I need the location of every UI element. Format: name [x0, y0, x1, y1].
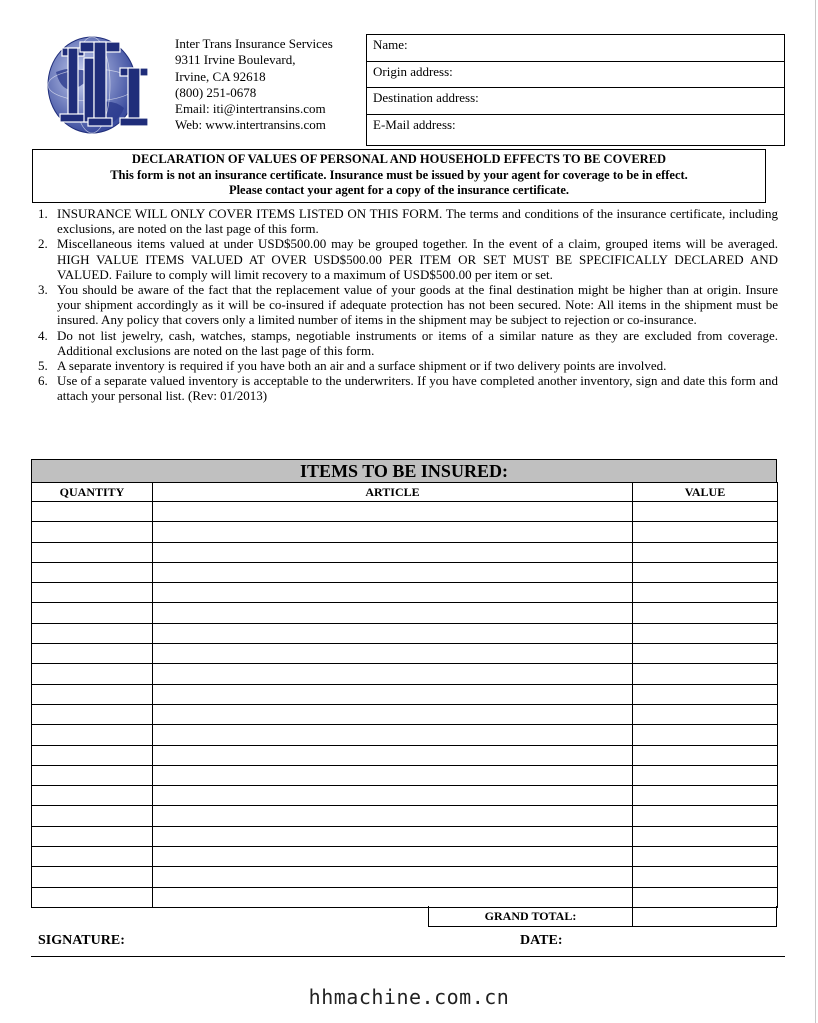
value-cell[interactable]	[633, 765, 778, 785]
article-cell[interactable]	[153, 704, 633, 724]
quantity-cell[interactable]	[32, 786, 153, 806]
article-cell[interactable]	[153, 826, 633, 846]
instruction-number: 6.	[38, 373, 48, 389]
company-address-line1: 9311 Irvine Boulevard,	[175, 52, 296, 68]
article-cell[interactable]	[153, 684, 633, 704]
iti-logo	[46, 34, 162, 136]
value-cell[interactable]	[633, 644, 778, 664]
quantity-cell[interactable]	[32, 542, 153, 562]
date-label: DATE:	[520, 933, 563, 948]
item-row	[32, 603, 778, 623]
item-row	[32, 786, 778, 806]
instruction-number: 5.	[38, 358, 48, 374]
item-row	[32, 684, 778, 704]
article-cell[interactable]	[153, 522, 633, 542]
company-name: Inter Trans Insurance Services	[175, 36, 333, 51]
value-cell[interactable]	[633, 887, 778, 907]
article-cell[interactable]	[153, 867, 633, 887]
quantity-cell[interactable]	[32, 562, 153, 582]
value-cell[interactable]	[633, 562, 778, 582]
item-row	[32, 583, 778, 603]
value-cell[interactable]	[633, 603, 778, 623]
item-row	[32, 826, 778, 846]
value-cell[interactable]	[633, 684, 778, 704]
article-cell[interactable]	[153, 745, 633, 765]
article-cell[interactable]	[153, 806, 633, 826]
declaration-notice: This form is not an insurance certificate. Insurance must be issued by your agent for coverage to be in effect.	[110, 167, 688, 182]
item-row	[32, 502, 778, 522]
value-cell[interactable]	[633, 725, 778, 745]
instruction-item	[38, 358, 778, 373]
email-address-field[interactable]: E-Mail address:	[373, 116, 456, 132]
instruction-text: Do not list jewelry, cash, watches, stamps, negotiable instruments or items of a similar nature as they are excluded from coverage. Additional exclusions are noted on the last page of this form.	[57, 327, 778, 358]
item-row	[32, 562, 778, 582]
value-cell[interactable]	[633, 664, 778, 684]
value-cell[interactable]	[633, 745, 778, 765]
quantity-cell[interactable]	[32, 745, 153, 765]
quantity-cell[interactable]	[32, 704, 153, 724]
instruction-text: Use of a separate valued inventory is acceptable to the underwriters. If you have completed another inventory, sign and date this form and attach your personal list. (Rev: 01/2013)	[57, 373, 778, 404]
value-cell[interactable]	[633, 522, 778, 542]
quantity-cell[interactable]	[32, 826, 153, 846]
quantity-column-header: QUANTITY	[32, 483, 153, 502]
article-cell[interactable]	[153, 725, 633, 745]
quantity-cell[interactable]	[32, 867, 153, 887]
article-cell[interactable]	[153, 603, 633, 623]
items-title: ITEMS TO BE INSURED:	[31, 459, 777, 482]
company-phone: (800) 251-0678	[175, 84, 257, 100]
quantity-cell[interactable]	[32, 603, 153, 623]
quantity-cell[interactable]	[32, 847, 153, 867]
value-cell[interactable]	[633, 806, 778, 826]
item-row	[32, 725, 778, 745]
value-cell[interactable]	[633, 786, 778, 806]
quantity-cell[interactable]	[32, 522, 153, 542]
origin-address-field[interactable]: Origin address:	[367, 62, 784, 89]
instruction-item	[38, 328, 778, 358]
instruction-text: A separate inventory is required if you have both an air and a surface shipment or if two delivery points are involved.	[57, 358, 667, 374]
article-cell[interactable]	[153, 502, 633, 522]
value-cell[interactable]	[633, 826, 778, 846]
quantity-cell[interactable]	[32, 644, 153, 664]
item-row	[32, 765, 778, 785]
items-header-row	[32, 483, 778, 502]
instruction-item	[38, 373, 778, 403]
quantity-cell[interactable]	[32, 502, 153, 522]
item-row	[32, 745, 778, 765]
item-row	[32, 664, 778, 684]
quantity-cell[interactable]	[32, 725, 153, 745]
instruction-item	[38, 282, 778, 328]
quantity-cell[interactable]	[32, 765, 153, 785]
contact-fields-box	[366, 34, 785, 146]
article-cell[interactable]	[153, 583, 633, 603]
instruction-item	[38, 206, 778, 236]
item-row	[32, 887, 778, 907]
items-table	[31, 482, 778, 908]
value-cell[interactable]	[633, 704, 778, 724]
company-web: Web: www.intertransins.com	[175, 117, 326, 133]
items-section	[31, 459, 777, 908]
declaration-contact-note: Please contact your agent for a copy of the insurance certificate.	[228, 183, 570, 197]
quantity-cell[interactable]	[32, 806, 153, 826]
page-edge-line	[815, 0, 816, 1023]
value-cell[interactable]	[633, 583, 778, 603]
quantity-cell[interactable]	[32, 583, 153, 603]
value-cell[interactable]	[633, 847, 778, 867]
item-row	[32, 623, 778, 643]
instruction-number: 1.	[38, 206, 48, 221]
instructions-list	[38, 206, 778, 404]
name-field[interactable]: Name:	[367, 35, 784, 62]
grand-total-value-cell[interactable]	[633, 906, 777, 927]
instruction-text: You should be aware of the fact that the replacement value of your goods at the final destination might be higher than at origin. Insure your shipment accordingly as it will be co-insured if adequate protection has not been secured. Note: All items in the shipment must be insured. Any policy that covers only a limited number of items in the shipment may be subject to rejection or co-insurance.	[57, 282, 778, 328]
instruction-number: 4.	[38, 327, 48, 343]
value-cell[interactable]	[633, 623, 778, 643]
article-cell[interactable]	[153, 847, 633, 867]
item-row	[32, 806, 778, 826]
item-row	[32, 522, 778, 542]
article-cell[interactable]	[153, 887, 633, 907]
article-cell[interactable]	[153, 623, 633, 643]
article-cell[interactable]	[153, 786, 633, 806]
quantity-cell[interactable]	[32, 664, 153, 684]
article-cell[interactable]	[153, 542, 633, 562]
signature-label: SIGNATURE:	[38, 933, 125, 948]
value-cell[interactable]	[633, 867, 778, 887]
company-info	[175, 36, 333, 134]
value-column-header: VALUE	[633, 483, 778, 502]
item-row	[32, 847, 778, 867]
article-cell[interactable]	[153, 644, 633, 664]
signature-line	[31, 956, 785, 957]
item-row	[32, 542, 778, 562]
item-row	[32, 644, 778, 664]
item-row	[32, 704, 778, 724]
watermark: hhmachine.com.cn	[308, 985, 510, 1009]
instruction-text: INSURANCE WILL ONLY COVER ITEMS LISTED ON THIS FORM. The terms and conditions of the insurance certificate, including exclusions, are noted on the last page of this form.	[57, 206, 778, 237]
article-cell[interactable]	[153, 765, 633, 785]
value-cell[interactable]	[633, 502, 778, 522]
grand-total-label: GRAND TOTAL:	[428, 906, 633, 927]
article-cell[interactable]	[153, 562, 633, 582]
company-email: Email: iti@intertransins.com	[175, 101, 326, 117]
article-column-header: ARTICLE	[153, 483, 633, 502]
company-address-line2: Irvine, CA 92618	[175, 68, 266, 84]
quantity-cell[interactable]	[32, 623, 153, 643]
value-cell[interactable]	[633, 542, 778, 562]
declaration-title: DECLARATION OF VALUES OF PERSONAL AND HOUSEHOLD EFFECTS TO BE COVERED	[131, 152, 667, 166]
instruction-text: Miscellaneous items valued at under USD$500.00 may be grouped together. In the event of a claim, grouped items will be averaged. HIGH VALUE ITEMS VALUED AT OVER USD$500.00 PER ITEM OR SET MUST BE SPECIFICALLY DECLARED AND VALUED. Failure to comply will limit recovery to a maximum of USD$500.00 per item or set.	[57, 236, 778, 282]
instruction-number: 2.	[38, 236, 48, 252]
items-body	[32, 502, 778, 908]
destination-address-field[interactable]: Destination address:	[367, 88, 784, 115]
quantity-cell[interactable]	[32, 684, 153, 704]
article-cell[interactable]	[153, 664, 633, 684]
item-row	[32, 867, 778, 887]
instruction-item	[38, 236, 778, 282]
instruction-number: 3.	[38, 282, 48, 298]
grand-total-row	[428, 906, 777, 927]
declaration-header	[32, 149, 766, 203]
quantity-cell[interactable]	[32, 887, 153, 907]
